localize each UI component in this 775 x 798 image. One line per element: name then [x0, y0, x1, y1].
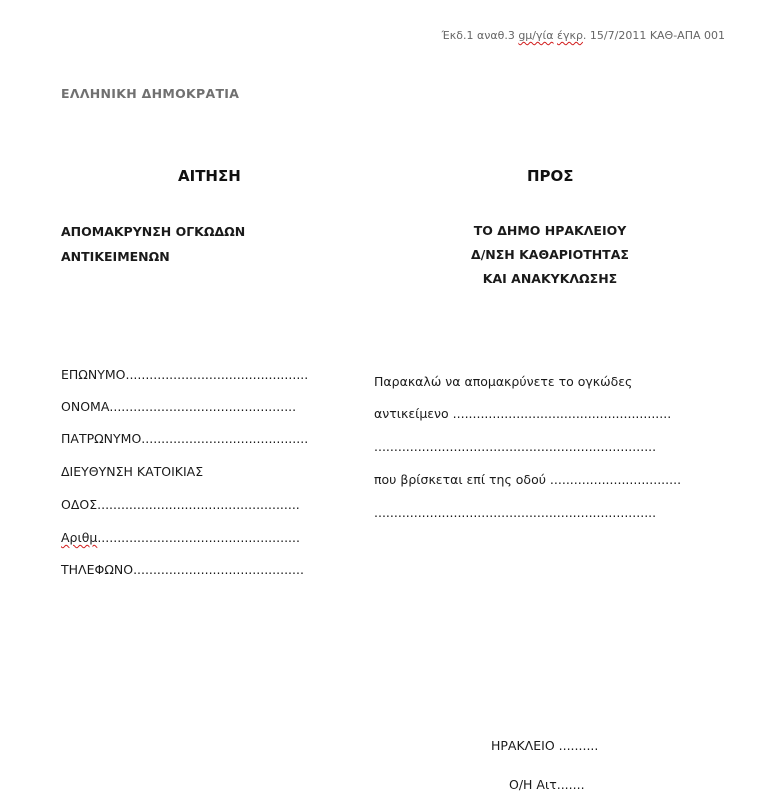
- reference-approval-word: gμ/γία: [518, 29, 554, 42]
- request-line-3: .......................................................................: [374, 439, 657, 454]
- name-field: [61, 399, 296, 414]
- city-date-line: ΗΡΑΚΛΕΙΟ ..........: [491, 738, 599, 753]
- number-dots: ...................................................: [97, 530, 300, 545]
- number-label: Αριθμ: [61, 530, 98, 545]
- recipient-block: [430, 219, 670, 291]
- surname-dots: ..............................................: [125, 367, 309, 382]
- reference-text-end: . 15/7/2011 ΚΑΘ-ΑΠΑ 001: [582, 29, 725, 42]
- patronymic-dots: ..........................................: [141, 431, 309, 446]
- document-reference: [442, 29, 725, 42]
- application-subject: [61, 219, 245, 269]
- recipient-line-1: ΤΟ ΔΗΜΟ ΗΡΑΚΛΕΙΟΥ: [473, 223, 627, 238]
- phone-field: [61, 562, 304, 577]
- recipient-line-2: Δ/ΝΣΗ ΚΑΘΑΡΙΟΤΗΤΑΣ: [471, 247, 629, 262]
- request-line-2: αντικείμενο .......................................................: [374, 406, 672, 421]
- request-line-1: Παρακαλώ να απομακρύνετε το ογκώδες: [374, 374, 633, 389]
- application-title: ΑΙΤΗΣΗ: [178, 167, 241, 185]
- subject-line-1: ΑΠΟΜΑΚΡΥΝΣΗ ΟΓΚΩΔΩΝ: [61, 224, 246, 239]
- request-line-5: .......................................................................: [374, 505, 657, 520]
- reference-approval-abbrev: έγκρ: [557, 29, 583, 42]
- subject-line-2: ΑΝΤΙΚΕΙΜΕΝΩΝ: [61, 249, 170, 264]
- recipient-line-3: ΚΑΙ ΑΝΑΚΥΚΛΩΣΗΣ: [482, 271, 618, 286]
- street-dots: ...................................................: [97, 497, 300, 512]
- name-dots: ...............................................: [109, 399, 297, 414]
- phone-dots: ...........................................: [133, 562, 304, 577]
- recipient-title: ΠΡΟΣ: [527, 167, 574, 185]
- number-field: [61, 530, 300, 545]
- republic-heading: ΕΛΛΗΝΙΚΗ ΔΗΜΟΚΡΑΤΙΑ: [61, 86, 240, 101]
- address-label: ΔΙΕΥΘΥΝΣΗ ΚΑΤΟΙΚΙΑΣ: [61, 464, 204, 479]
- reference-text-start: Έκδ.1 αναθ.3: [441, 29, 519, 42]
- surname-label: ΕΠΩΝΥΜΟ: [61, 367, 126, 382]
- street-field: [61, 497, 300, 512]
- applicant-signature-line: Ο/Η Αιτ.......: [509, 777, 585, 792]
- patronymic-field: [61, 431, 308, 446]
- name-label: ΟΝΟΜΑ: [61, 399, 110, 414]
- patronymic-label: ΠΑΤΡΩΝΥΜΟ: [61, 431, 142, 446]
- surname-field: [61, 367, 308, 382]
- street-label: ΟΔΟΣ: [61, 497, 98, 512]
- request-line-4: που βρίσκεται επί της οδού .................................: [374, 472, 682, 487]
- phone-label: ΤΗΛΕΦΩΝΟ: [61, 562, 134, 577]
